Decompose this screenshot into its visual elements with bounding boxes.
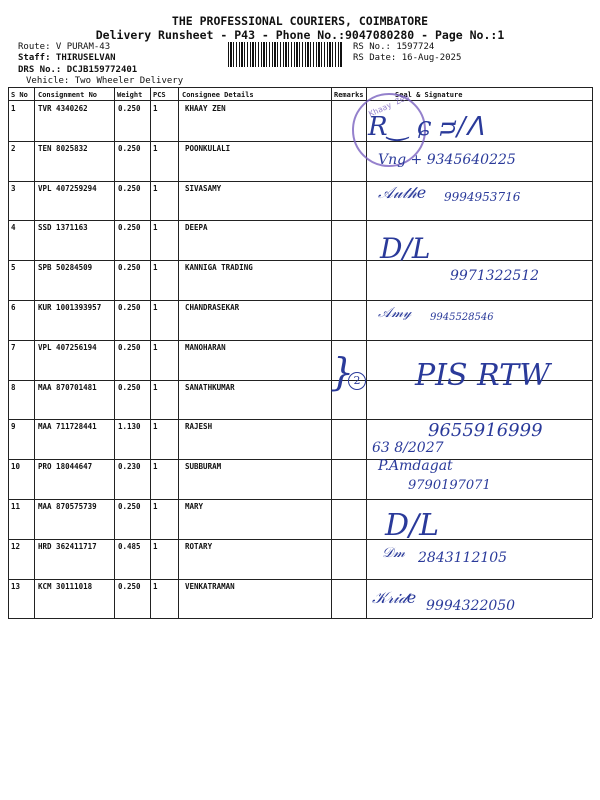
cell-consignee: KANNIGA TRADING [185, 263, 253, 273]
col-header-sno: S No [11, 91, 28, 99]
table-row-border [8, 141, 592, 142]
table-row-border [8, 300, 592, 301]
cell-consignee: ROTARY [185, 541, 213, 551]
cell-pcs: 1 [153, 342, 158, 352]
cell-consignment: KCM 30111018 [38, 581, 93, 591]
cell-weight: 0.250 [118, 581, 141, 591]
cell-pcs: 1 [153, 104, 158, 113]
hw-row12: 2843112105 [418, 550, 508, 566]
cell-weight: 0.250 [118, 104, 141, 113]
signature-row13: 𝒦𝓇𝒾𝒹𝑒 [372, 588, 417, 607]
cell-pcs: 1 [153, 541, 158, 551]
cell-consignee: POONKULALI [185, 143, 231, 153]
hw-row10a: 63 8/2027 [372, 440, 444, 456]
cell-weight: 0.250 [118, 143, 141, 153]
hw-row2: Vng + 9345640225 [378, 152, 516, 168]
cell-weight: 0.250 [118, 382, 141, 392]
cell-weight: 0.485 [118, 541, 141, 551]
cell-sno: 12 [11, 541, 21, 551]
hw-row13: 9994322050 [426, 598, 516, 614]
circled-2: 2 [348, 372, 366, 390]
cell-consignment: TVR 4340262 [38, 104, 88, 113]
runsheet-subtitle: Delivery Runsheet - P43 - Phone No.:9047080280 - Page No.:1 [95, 28, 505, 42]
table-row-border [8, 459, 592, 460]
hw-row3: 9994953716 [444, 190, 521, 204]
col-header-remarks: Remarks [334, 91, 364, 99]
cell-consignment: KUR 1001393957 [38, 303, 102, 312]
cell-sno: 5 [11, 263, 16, 273]
cell-consignment: SSD 1371163 [38, 223, 88, 233]
cell-weight: 0.250 [118, 223, 141, 233]
col-header-consignee: Consignee Details [182, 91, 254, 99]
rs-number: RS No.: 1597724 [353, 42, 435, 52]
cell-consignment: VPL 407259294 [38, 183, 97, 193]
cell-pcs: 1 [153, 263, 158, 273]
cell-consignee: RAJESH [185, 422, 213, 432]
cell-consignee: MARY [185, 502, 204, 511]
signature-row3: 𝒜𝓊𝓉𝒽𝑒 [378, 183, 427, 202]
cell-pcs: 1 [153, 303, 158, 312]
vehicle: Vehicle: Two Wheeler Delivery [26, 76, 184, 86]
rs-date: RS Date: 16-Aug-2025 [353, 53, 462, 63]
hw-row10b: P.Amdagat [378, 458, 453, 474]
barcode [228, 42, 343, 67]
cell-sno: 8 [11, 382, 16, 392]
cell-sno: 7 [11, 342, 16, 352]
hw-row5: 9971322512 [450, 268, 540, 284]
company-title: THE PROFESSIONAL COURIERS, COIMBATORE [171, 14, 429, 28]
cell-sno: 2 [11, 143, 16, 153]
col-header-pcs: PCS [153, 91, 166, 99]
col-header-consignment: Consignment No [38, 91, 98, 99]
table-row-border [8, 499, 592, 500]
cell-consignee: SUBBURAM [185, 462, 222, 472]
cell-pcs: 1 [153, 382, 158, 392]
hw-row4: D/L [380, 232, 431, 265]
cell-consignment: MAA 870701481 [38, 382, 97, 392]
cell-sno: 9 [11, 422, 16, 432]
table-bottom-border [8, 618, 592, 619]
table-top-border [8, 87, 592, 88]
table-row-border [8, 539, 592, 540]
hw-row10c: 9790197071 [408, 478, 491, 493]
cell-consignee: SIVASAMY [185, 183, 222, 193]
cell-consignment: SPB 50284509 [38, 263, 93, 273]
table-row-border [8, 181, 592, 182]
cell-sno: 4 [11, 223, 16, 233]
cell-consignment: MAA 870575739 [38, 502, 97, 511]
cell-pcs: 1 [153, 581, 158, 591]
cell-sno: 11 [11, 502, 21, 511]
route: Route: V PURAM-43 [18, 42, 111, 52]
cell-weight: 0.250 [118, 303, 141, 312]
cell-weight: 0.250 [118, 183, 141, 193]
stamp-text: Khaay Zen [367, 92, 411, 119]
cell-weight: 0.250 [118, 263, 141, 273]
cell-consignee: DEEPA [185, 223, 208, 233]
cell-pcs: 1 [153, 183, 158, 193]
cell-consignee: KHAAY ZEN [185, 104, 226, 113]
cell-weight: 0.250 [118, 342, 141, 352]
cell-pcs: 1 [153, 502, 158, 511]
cell-weight: 0.230 [118, 462, 141, 472]
cell-consignee: SANATHKUMAR [185, 382, 235, 392]
col-header-seal: Seal & Signature [395, 91, 463, 99]
col-border [592, 87, 593, 618]
cell-consignee: VENKATRAMAN [185, 581, 235, 591]
cell-sno: 3 [11, 183, 16, 193]
staff: Staff: THIRUSELVAN [18, 53, 116, 63]
cell-pcs: 1 [153, 143, 158, 153]
cell-sno: 10 [11, 462, 21, 472]
bracket-7-8: } [330, 350, 355, 394]
cell-consignment: TEN 8025832 [38, 143, 88, 153]
cell-pcs: 1 [153, 422, 158, 432]
signature-row1: R‿ ɕ ᴝ/ᐱ [368, 112, 484, 142]
signature-row6: 𝒜𝓂𝓎 [378, 305, 412, 321]
hw-row11: D/L [385, 508, 440, 543]
table-row-border [8, 340, 592, 341]
hw-row6: 9945528546 [430, 312, 494, 323]
drs-number: DRS No.: DCJB159772401 [18, 65, 138, 75]
table-row-border [8, 260, 592, 261]
table-row-border [8, 220, 592, 221]
cell-consignment: HRD 362411717 [38, 541, 97, 551]
cell-pcs: 1 [153, 223, 158, 233]
cell-weight: 0.250 [118, 502, 141, 511]
cell-sno: 1 [11, 104, 16, 113]
cell-consignee: MANOHARAN [185, 342, 226, 352]
col-header-weight: Weight [117, 91, 143, 99]
hw-row8: PIS RTW [415, 358, 551, 393]
cell-weight: 1.130 [118, 422, 141, 432]
signature-row12: 𝒟𝓂 [382, 545, 406, 561]
table-row-border [8, 579, 592, 580]
cell-sno: 13 [11, 581, 21, 591]
cell-consignee: CHANDRASEKAR [185, 303, 240, 312]
cell-consignment: MAA 711728441 [38, 422, 97, 432]
cell-consignment: PRO 18044647 [38, 462, 93, 472]
cell-consignment: VPL 407256194 [38, 342, 97, 352]
cell-sno: 6 [11, 303, 16, 312]
cell-pcs: 1 [153, 462, 158, 472]
hw-row9: 9655916999 [428, 420, 543, 441]
table-header-border [8, 100, 592, 101]
